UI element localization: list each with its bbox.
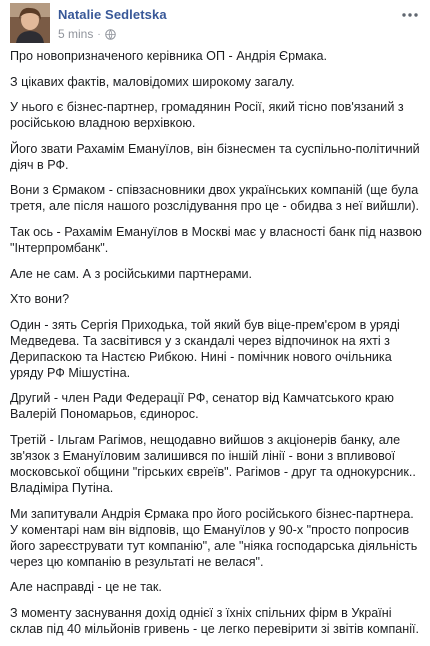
avatar-photo [10, 3, 50, 43]
post-paragraph: Його звати Рахамім Емануїлов, він бізнесмен та суспільно-політичний діяч в РФ. [10, 141, 420, 172]
post-paragraph: Вони з Єрмаком - співзасновники двох українських компаній (ще була третя, але після нашого розслідування про це - обидва з неї вийшли). [10, 183, 420, 214]
post-paragraph: Ми запитували Андрія Єрмака про його російського бізнес-партнера. У коментарі нам він відповів, що Емануїлов у 90-х "просто попросив його зареєструвати тут компанію", але "ніяка господарська діяльність через цю компанію в результаті не велася". [10, 506, 418, 569]
post-text [10, 48, 422, 646]
post-paragraph: Так ось - Рахамім Емануїлов в Москві має у власності банк під назвою "Інтерпромбанк". [10, 224, 422, 255]
post-paragraph: Другий - член Ради Федерації РФ, сенатор від Камчатського краю Валерій Пономарьов, єдинорос. [10, 391, 394, 422]
post-paragraph: Хто вони? [10, 292, 70, 307]
post-paragraph: З цікавих фактів, маловідомих широкому загалу. [10, 74, 295, 89]
avatar[interactable] [10, 3, 50, 43]
post-paragraph: Третій - Ільгам Рагімов, нещодавно вийшов з акціонерів банку, але зв'язок з Емануїловим залишився по іншій лінії - вони з впливової московської общини "гірських євреїв". Рагімов - друг та однокурсник.. Владіміра Путіна. [10, 432, 416, 495]
globe-icon[interactable] [105, 29, 116, 40]
post-header [0, 0, 430, 44]
post-time[interactable]: 5 mins [58, 27, 94, 41]
post-meta [58, 27, 116, 41]
post-paragraph: У нього є бізнес-партнер, громадянин Росії, який тісно пов'язаний з російською владною верхівкою. [10, 100, 404, 131]
post-paragraph: З моменту заснування дохід однієї з їхніх спільних фірм в Україні склав під 40 мільйонів гривень - це легко перевірити зі звітів компанії. [10, 605, 420, 636]
more-options-icon[interactable] [400, 8, 420, 22]
post-paragraph: Але не сам. А з російськими партнерами. [10, 266, 253, 281]
post-paragraph: Один - зять Сергія Приходька, той який був віце-прем'єром в уряді Медведева. Та засвітився у з скандалі через відпочинок на яхті з Дерипаскою та Настєю Рибкою. Нині - помічник нового очільника уряду РФ Мішустіна. [10, 317, 400, 380]
post-paragraph: Але насправді - це не так. [10, 580, 162, 595]
author-name[interactable]: Natalie Sedletska [58, 7, 167, 22]
meta-separator: · [97, 28, 101, 40]
post-paragraph: Про новопризначеного керівника ОП - Андрія Єрмака. [10, 49, 328, 63]
